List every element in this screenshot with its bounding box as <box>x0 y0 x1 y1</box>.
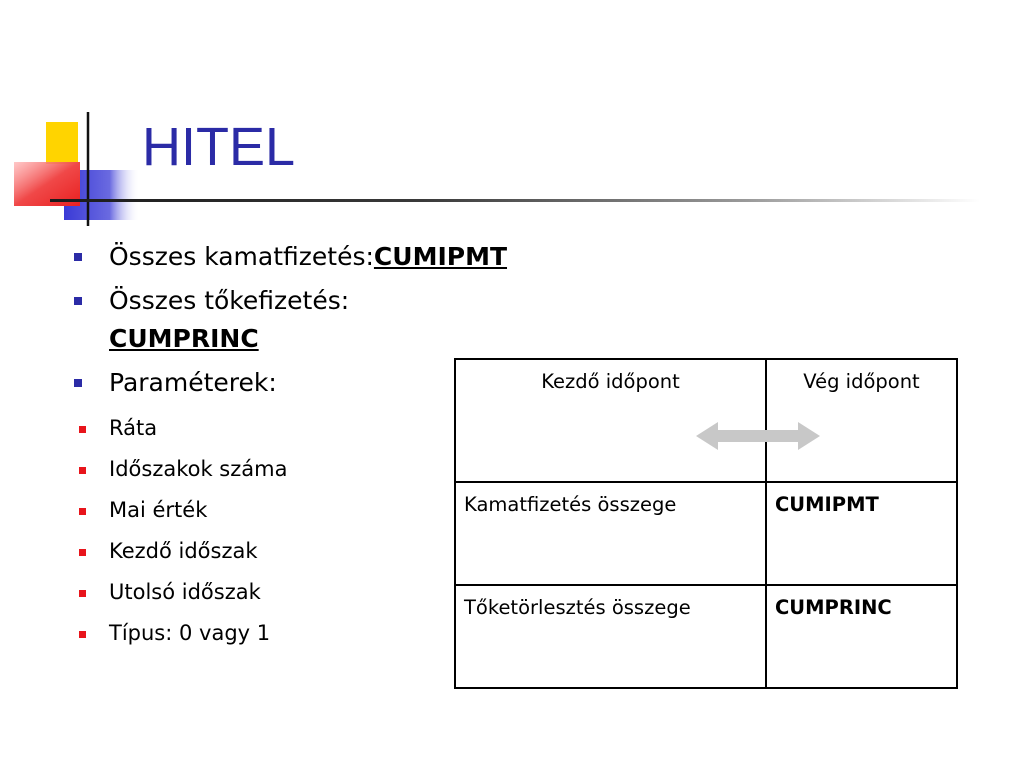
bullet-list <box>74 238 508 654</box>
table-cell: CUMIPMT <box>766 482 957 585</box>
table-cell: CUMPRINC <box>766 585 957 688</box>
table-cell: Tőketörlesztés összege <box>455 585 766 688</box>
bullet-square-icon <box>74 297 82 305</box>
sub-bullet-item <box>29 572 494 613</box>
sub-bullet-square-icon <box>79 549 86 556</box>
table-cell: Kezdő időpont <box>455 359 766 482</box>
sub-bullet-list <box>0 408 494 654</box>
sub-bullet-square-icon <box>79 426 86 433</box>
bullet-item <box>74 364 494 402</box>
table-row <box>455 482 957 585</box>
sub-bullet-text: Utolsó időszak <box>109 580 261 604</box>
table-row <box>455 585 957 688</box>
function-table <box>454 358 958 689</box>
bullet-item <box>74 238 529 276</box>
sub-bullet-item <box>29 490 494 531</box>
sub-bullet-text: Időszakok száma <box>109 457 288 481</box>
sub-bullet-text: Kezdő időszak <box>109 539 258 563</box>
bullet-item <box>74 282 449 358</box>
bullet-function: CUMIPMT <box>373 242 508 271</box>
bullet-text: Paraméterek: <box>109 368 277 397</box>
title-underline <box>50 199 980 202</box>
sub-bullet-text: Mai érték <box>109 498 208 522</box>
table-cell: Vég időpont <box>766 359 957 482</box>
sub-bullet-square-icon <box>79 590 86 597</box>
bullet-function: CUMPRINC <box>109 324 259 353</box>
slide-title: HITEL <box>142 117 296 177</box>
sub-bullet-item <box>29 408 494 449</box>
deco-yellow-square <box>46 122 78 164</box>
sub-bullet-square-icon <box>79 508 86 515</box>
sub-bullet-item <box>29 449 494 490</box>
sub-bullet-square-icon <box>79 631 86 638</box>
sub-bullet-square-icon <box>79 467 86 474</box>
bullet-text: Összes kamatfizetés: <box>109 242 374 271</box>
double-arrow-icon <box>694 420 822 452</box>
sub-bullet-item <box>29 613 494 654</box>
sub-bullet-text: Ráta <box>109 416 158 440</box>
bullet-text: Összes tőkefizetés: <box>109 286 350 315</box>
bullet-square-icon <box>74 253 82 261</box>
bullet-square-icon <box>74 379 82 387</box>
table-cell: Kamatfizetés összege <box>455 482 766 585</box>
sub-bullet-text: Típus: 0 vagy 1 <box>109 621 271 645</box>
sub-bullet-item <box>29 531 494 572</box>
